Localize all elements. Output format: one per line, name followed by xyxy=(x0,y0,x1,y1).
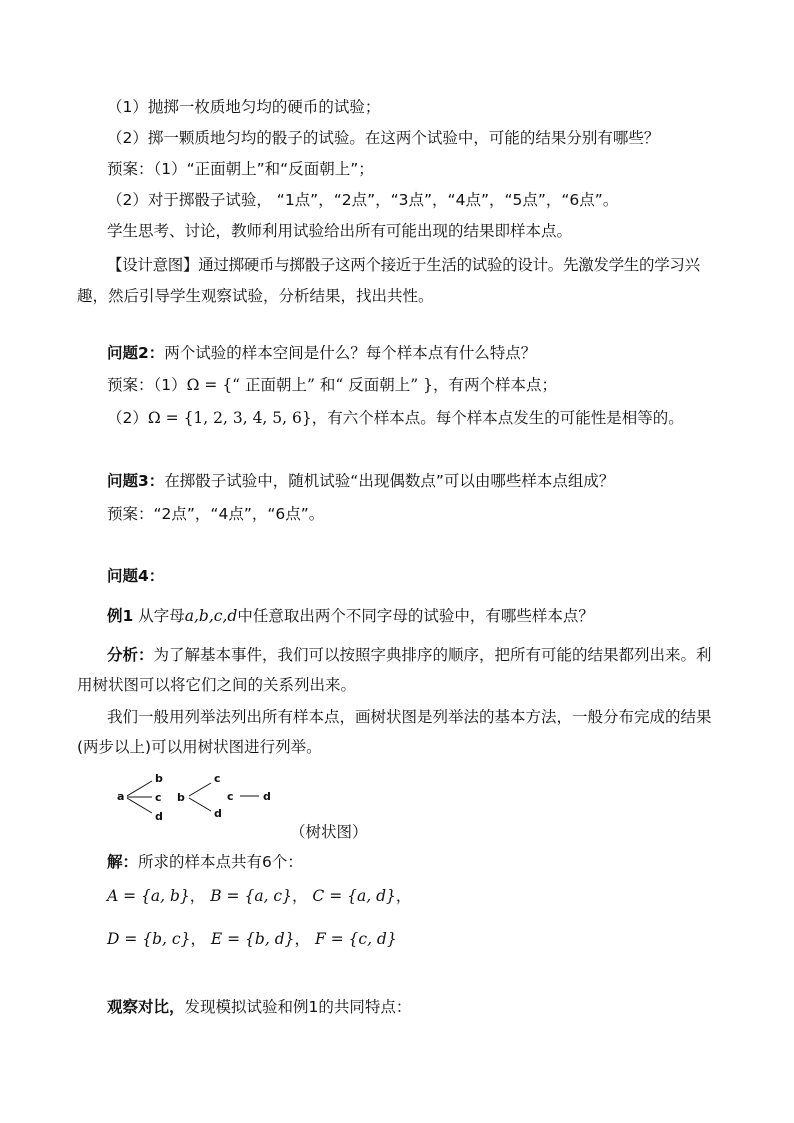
text-line: （1）抛掷一枚质地匀均的硬币的试验； xyxy=(107,98,381,116)
observe-text: 发现模拟试验和例1的共同特点： xyxy=(184,998,412,1016)
solution-line xyxy=(107,852,303,872)
analysis-text: 为了解基本事件，我们可以按照字典排序的顺序，把所有可能的结果都列出来。利 xyxy=(153,646,712,664)
tree-node: d xyxy=(263,790,271,803)
analysis-line: (两步以上)可以用树状图进行列举。 xyxy=(77,738,322,756)
answer-line xyxy=(107,408,684,428)
separator: ， xyxy=(294,930,310,948)
tree-branch xyxy=(127,781,152,796)
tree-branch xyxy=(189,798,211,811)
set-formula: A = {a, b} xyxy=(107,887,190,905)
set-formula: C = {a, d} xyxy=(312,887,396,905)
tree-caption: （树状图） xyxy=(290,823,368,841)
tree-node: c xyxy=(227,790,234,803)
question-label: 问题3： xyxy=(107,472,165,490)
set-formula: D = {b, c} xyxy=(107,930,191,948)
tree-node: c xyxy=(155,791,162,804)
text-line: 预案：（1）“正面朝上”和“反面朝上”； xyxy=(107,160,374,178)
separator: ， xyxy=(190,930,206,948)
sample-space-formula: Ω = {“ 正面朝上” 和“ 反面朝上” } xyxy=(186,376,433,394)
set-formula: E = {b, d} xyxy=(210,930,295,948)
question-text: 在掷骰子试验中，随机试验“出现偶数点”可以由哪些样本点组成？ xyxy=(164,472,615,490)
observe-label: 观察对比， xyxy=(107,998,185,1016)
example-1 xyxy=(107,606,594,626)
tree-node: b xyxy=(177,791,185,804)
analysis-label: 分析： xyxy=(107,646,154,664)
set-formula: B = {a, c} xyxy=(210,887,292,905)
question-3 xyxy=(107,471,614,491)
text-line: 学生思考、讨论，教师利用试验给出所有可能出现的结果即样本点。 xyxy=(107,222,573,240)
separator: ， xyxy=(395,887,412,905)
question-4-label: 问题4： xyxy=(107,567,165,585)
answer-suffix: ，有六个样本点。每个样本点发生的可能性是相等的。 xyxy=(311,409,684,427)
tree-node: c xyxy=(214,772,221,785)
answer-line xyxy=(107,375,557,395)
answer-prefix: 预案：（1） xyxy=(107,376,187,394)
tree-branch xyxy=(127,798,152,813)
example-text: 从字母 xyxy=(138,607,185,625)
solution-sets-row xyxy=(107,886,411,906)
tree-branch xyxy=(189,783,211,796)
separator: ， xyxy=(291,887,308,905)
analysis-line: 用树状图可以将它们之间的关系列出来。 xyxy=(77,676,357,694)
analysis-line xyxy=(107,645,712,665)
text-line: 【设计意图】通过掷硬币与掷骰子这两个接近于生活的试验的设计。先激发学生的学习兴 xyxy=(107,256,700,274)
set-formula: F = {c, d} xyxy=(314,930,397,948)
solution-sets-row xyxy=(107,929,397,949)
answer-suffix: ，有两个样本点； xyxy=(432,376,557,394)
sample-space-formula: Ω = {1, 2, 3, 4, 5, 6} xyxy=(147,409,312,427)
question-text: 两个试验的样本空间是什么？每个样本点有什么特点？ xyxy=(164,344,537,362)
tree-diagram xyxy=(110,767,290,829)
tree-node: d xyxy=(214,807,222,820)
answer-line: 预案：“2点”，“4点”，“6点”。 xyxy=(107,505,325,523)
example-text: 中任意取出两个不同字母的试验中，有哪些样本点？ xyxy=(237,607,594,625)
text-line: （2）对于掷骰子试验， “1点”，“2点”，“3点”，“4点”，“5点”，“6点”。 xyxy=(107,191,619,209)
example-label: 例1 xyxy=(107,607,134,625)
tree-node: d xyxy=(155,810,163,823)
observe-line xyxy=(107,997,411,1017)
tree-node: b xyxy=(155,772,163,785)
example-letters: a,b,c,d xyxy=(184,607,238,625)
separator: ， xyxy=(189,887,206,905)
tree-node: a xyxy=(117,790,125,803)
answer-prefix: （2） xyxy=(107,409,148,427)
analysis-line: 我们一般用列举法列出所有样本点，画树状图是列举法的基本方法，一般分布完成的结果 xyxy=(107,708,712,726)
question-label: 问题2： xyxy=(107,344,165,362)
text-line: 趣，然后引导学生观察试验，分析结果，找出共性。 xyxy=(77,287,434,305)
question-2 xyxy=(107,343,536,363)
solution-text: 所求的样本点共有6个： xyxy=(138,853,303,871)
solution-label: 解： xyxy=(107,853,139,871)
text-line: （2）掷一颗质地匀均的骰子的试验。在这两个试验中，可能的结果分别有哪些？ xyxy=(107,129,660,147)
